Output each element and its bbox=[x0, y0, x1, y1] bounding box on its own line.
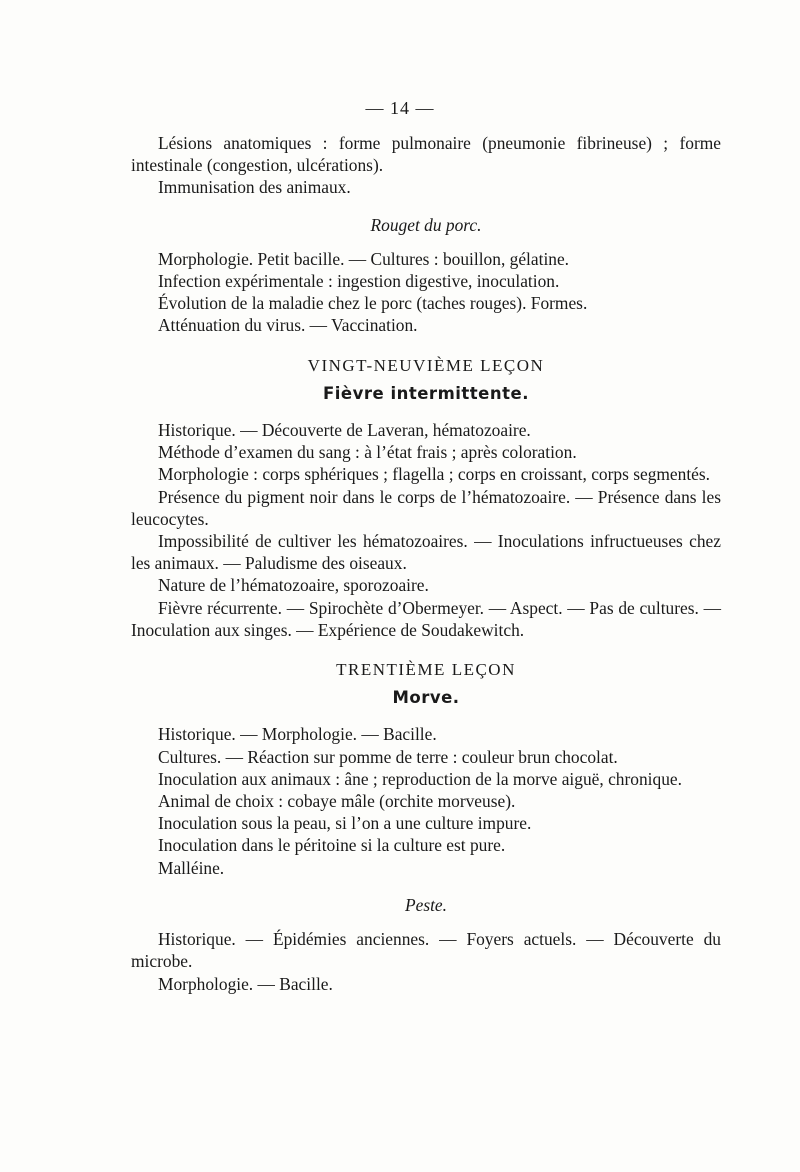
paragraph: Atténuation du virus. — Vaccination. bbox=[158, 315, 418, 336]
section-subheading: Rouget du porc. bbox=[370, 214, 482, 235]
paragraph: Lésions anatomiques : forme pulmonaire (pneumonie fibrineuse) ; forme intestinale (congestion, ulcérations). bbox=[131, 133, 721, 176]
paragraph: Animal de choix : cobaye mâle (orchite morveuse). bbox=[158, 791, 516, 812]
paragraph: Historique. — Découverte de Laveran, hématozoaire. bbox=[158, 420, 531, 441]
paragraph: Présence du pigment noir dans le corps de l’hématozoaire. — Présence dans les leucocytes. bbox=[131, 486, 721, 529]
paragraph: Malléine. bbox=[158, 857, 225, 878]
lesson-subject: Morve. bbox=[392, 688, 460, 708]
paragraph: Nature de l’hématozoaire, sporozoaire. bbox=[158, 575, 429, 596]
paragraph: Historique. — Épidémies anciennes. — Foyers actuels. — Découverte du microbe. bbox=[131, 929, 721, 972]
paragraph: Inoculation sous la peau, si l’on a une culture impure. bbox=[158, 813, 532, 834]
lesson-heading: VINGT-NEUVIÈME LEÇON bbox=[307, 355, 545, 375]
paragraph: Inoculation aux animaux : âne ; reproduction de la morve aiguë, chronique. bbox=[158, 768, 682, 789]
paragraph: Immunisation des animaux. bbox=[158, 177, 351, 198]
page-body bbox=[131, 132, 721, 995]
paragraph: Morphologie : corps sphériques ; flagella ; corps en croissant, corps segmentés. bbox=[158, 464, 711, 485]
paragraph: Méthode d’examen du sang : à l’état frais ; après coloration. bbox=[158, 442, 577, 463]
paragraph: Impossibilité de cultiver les hématozoaires. — Inoculations infructueuses chez les animaux. — Paludisme des oiseaux. bbox=[131, 531, 721, 574]
paragraph: Morphologie. — Bacille. bbox=[158, 973, 333, 994]
paragraph: Fièvre récurrente. — Spirochète d’Obermeyer. — Aspect. — Pas de cultures. — Inoculation aux singes. — Expérience de Soudakewitch. bbox=[131, 597, 721, 640]
page-number: — 14 — bbox=[365, 98, 435, 118]
paragraph: Inoculation dans le péritoine si la culture est pure. bbox=[158, 835, 506, 856]
paragraph: Morphologie. Petit bacille. — Cultures : bouillon, gélatine. bbox=[158, 248, 570, 269]
lesson-heading: TRENTIÈME LEÇON bbox=[336, 660, 516, 680]
paragraph: Infection expérimentale : ingestion digestive, inoculation. bbox=[158, 271, 560, 292]
paragraph: Cultures. — Réaction sur pomme de terre : couleur brun chocolat. bbox=[158, 746, 618, 767]
section-subheading: Peste. bbox=[404, 894, 447, 915]
lesson-subject: Fièvre intermittente. bbox=[323, 383, 529, 403]
paragraph: Historique. — Morphologie. — Bacille. bbox=[158, 724, 437, 745]
paragraph: Évolution de la maladie chez le porc (taches rouges). Formes. bbox=[158, 293, 588, 314]
